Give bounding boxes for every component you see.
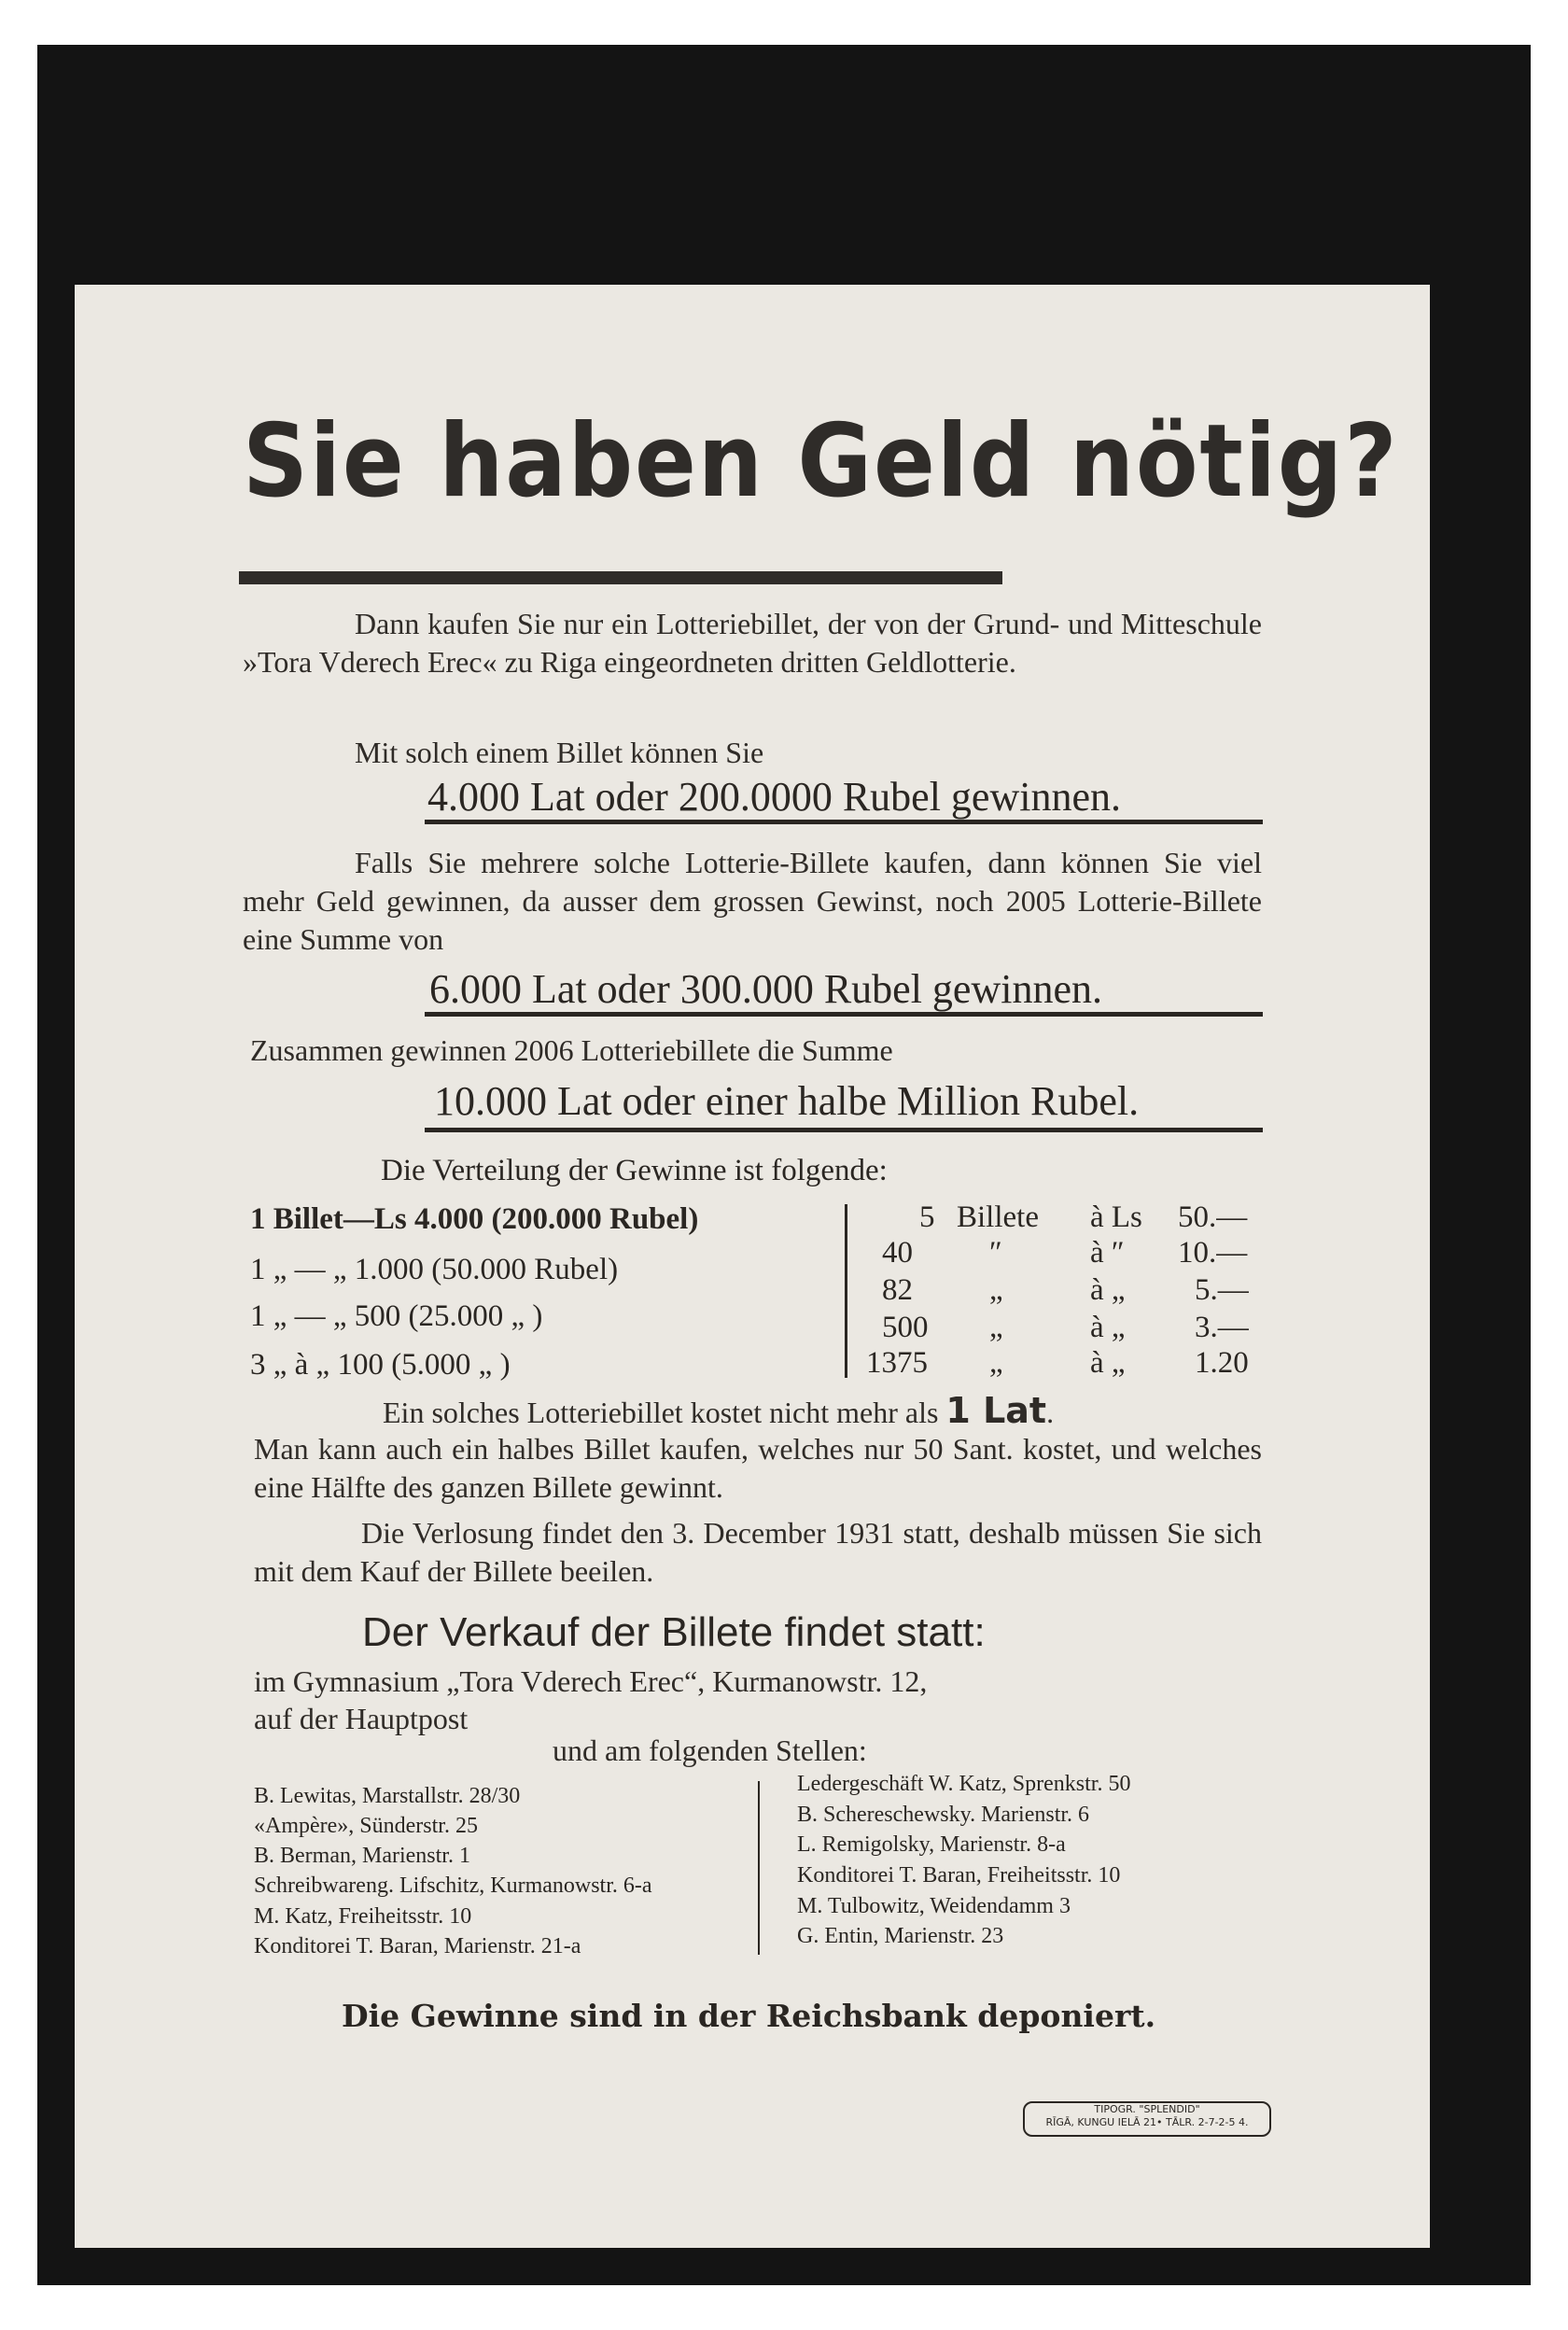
small-prize-unit: Billete bbox=[957, 1200, 1039, 1234]
distribution-title: Die Verteilung der Gewinne ist folgende: bbox=[381, 1154, 888, 1187]
address-item: Schreibwareng. Lifschitz, Kurmanowstr. 6-a bbox=[254, 1874, 652, 1898]
address-item: M. Tulbowitz, Weidendamm 3 bbox=[797, 1894, 1071, 1918]
headline-underline bbox=[239, 571, 1002, 584]
draw-date-paragraph: Die Verlosung findet den 3. December 1931 statt, deshalb müssen Sie sich mit dem Kauf der Billete beeilen. bbox=[254, 1516, 1262, 1588]
address-item: M. Katz, Freiheitsstr. 10 bbox=[254, 1904, 472, 1929]
small-prize-count: 82 bbox=[882, 1273, 913, 1307]
address-item: Ledergeschäft W. Katz, Sprenkstr. 50 bbox=[797, 1772, 1131, 1796]
address-item: B. Schereschewsky. Marienstr. 6 bbox=[797, 1803, 1090, 1827]
half-ticket-paragraph: Man kann auch ein halbes Billet kaufen, welches nur 50 Sant. kostet, und welches eine Hälfte des ganzen Billete gewinnt. bbox=[254, 1432, 1262, 1504]
address-item: Konditorei T. Baran, Marienstr. 21-a bbox=[254, 1934, 581, 1958]
sale-location-1: im Gymnasium „Tora Vderech Erec“, Kurmanowstr. 12, bbox=[254, 1664, 928, 1698]
sale-location-2: auf der Hauptpost bbox=[254, 1702, 469, 1735]
small-prize-count: 40 bbox=[882, 1236, 913, 1270]
small-prize-count: 5 bbox=[919, 1200, 935, 1234]
small-prize-at: à ″ bbox=[1090, 1236, 1125, 1270]
intro-line: Mit solch einem Billet können Sie bbox=[355, 736, 764, 769]
win-amount-1-rule bbox=[425, 820, 1263, 824]
printer-stamp bbox=[1023, 2101, 1271, 2137]
small-prize-unit: „ bbox=[989, 1346, 1003, 1380]
address-item: B. Lewitas, Marstallstr. 28/30 bbox=[254, 1784, 521, 1808]
distribution-divider bbox=[845, 1204, 847, 1378]
address-item: B. Berman, Marienstr. 1 bbox=[254, 1844, 470, 1868]
price-line bbox=[383, 1391, 1054, 1432]
small-prize-count: 500 bbox=[882, 1311, 929, 1344]
printer-line-2: RĪGĀ, KUNGU IELĀ 21• TĀLR. 2-7-2-5 4. bbox=[1045, 2116, 1249, 2128]
address-item: L. Remigolsky, Marienstr. 8-a bbox=[797, 1832, 1066, 1857]
small-prize-price: 1.20 bbox=[1195, 1346, 1249, 1380]
win-amount-1: 4.000 Lat oder 200.0000 Rubel gewinnen. bbox=[427, 774, 1121, 820]
sale-location-3: und am folgenden Stellen: bbox=[553, 1733, 867, 1767]
prize-row-3: 1 „ — „ 500 (25.000 „ ) bbox=[250, 1299, 543, 1333]
small-prize-unit: ″ bbox=[989, 1236, 1002, 1270]
small-prize-at: à Ls bbox=[1090, 1200, 1142, 1234]
price-period: . bbox=[1046, 1396, 1055, 1429]
address-item: Konditorei T. Baran, Freiheitsstr. 10 bbox=[797, 1863, 1121, 1888]
small-prize-price: 10.— bbox=[1178, 1236, 1248, 1270]
intro-paragraph: Dann kaufen Sie nur ein Lotteriebillet, der von der Grund- und Mitteschule »Tora Vderech Erec« zu Riga eingeordneten dritten Geldlotterie. bbox=[243, 607, 1262, 679]
address-item: G. Entin, Marienstr. 23 bbox=[797, 1924, 1004, 1948]
win-amount-3-rule bbox=[425, 1128, 1263, 1132]
more-tickets-paragraph: Falls Sie mehrere solche Lotterie-Billete kaufen, dann können Sie viel mehr Geld gewinnen, da ausser dem grossen Gewinst, noch 2005 Lotterie-Billete eine Summe von bbox=[243, 846, 1262, 956]
small-prize-price: 3.— bbox=[1195, 1311, 1249, 1344]
small-prize-count: 1375 bbox=[866, 1346, 928, 1380]
addresses-divider bbox=[758, 1781, 760, 1955]
price-badge: 1 Lat bbox=[945, 1390, 1047, 1431]
prize-row-2: 1 „ — „ 1.000 (50.000 Rubel) bbox=[250, 1253, 619, 1286]
headline: Sie haben Geld nötig? bbox=[243, 403, 1399, 520]
printer-line-1: TIPOGR. "SPLENDID" bbox=[1094, 2103, 1200, 2115]
small-prize-at: à „ bbox=[1090, 1346, 1126, 1380]
total-line: Zusammen gewinnen 2006 Lotteriebillete die Summe bbox=[250, 1033, 893, 1067]
win-amount-2: 6.000 Lat oder 300.000 Rubel gewinnen. bbox=[429, 966, 1102, 1012]
win-amount-2-rule bbox=[425, 1012, 1263, 1017]
prize-row-4: 3 „ à „ 100 (5.000 „ ) bbox=[250, 1348, 511, 1382]
address-item: «Ampère», Sünderstr. 25 bbox=[254, 1814, 478, 1838]
small-prize-unit: „ bbox=[989, 1273, 1003, 1307]
price-text: Ein solches Lotteriebillet kostet nicht mehr als bbox=[383, 1396, 939, 1429]
small-prize-at: à „ bbox=[1090, 1273, 1126, 1307]
small-prize-at: à „ bbox=[1090, 1311, 1126, 1344]
small-prize-price: 5.— bbox=[1195, 1273, 1249, 1307]
sale-title: Der Verkauf der Billete findet statt: bbox=[362, 1609, 986, 1655]
small-prize-unit: „ bbox=[989, 1311, 1003, 1344]
prize-row-1: 1 Billet—Ls 4.000 (200.000 Rubel) bbox=[250, 1202, 699, 1236]
small-prize-price: 50.— bbox=[1178, 1200, 1248, 1234]
footer-note: Die Gewinne sind in der Reichsbank deponiert. bbox=[342, 1998, 1156, 2034]
win-amount-3: 10.000 Lat oder einer halbe Million Rubel. bbox=[434, 1078, 1140, 1124]
